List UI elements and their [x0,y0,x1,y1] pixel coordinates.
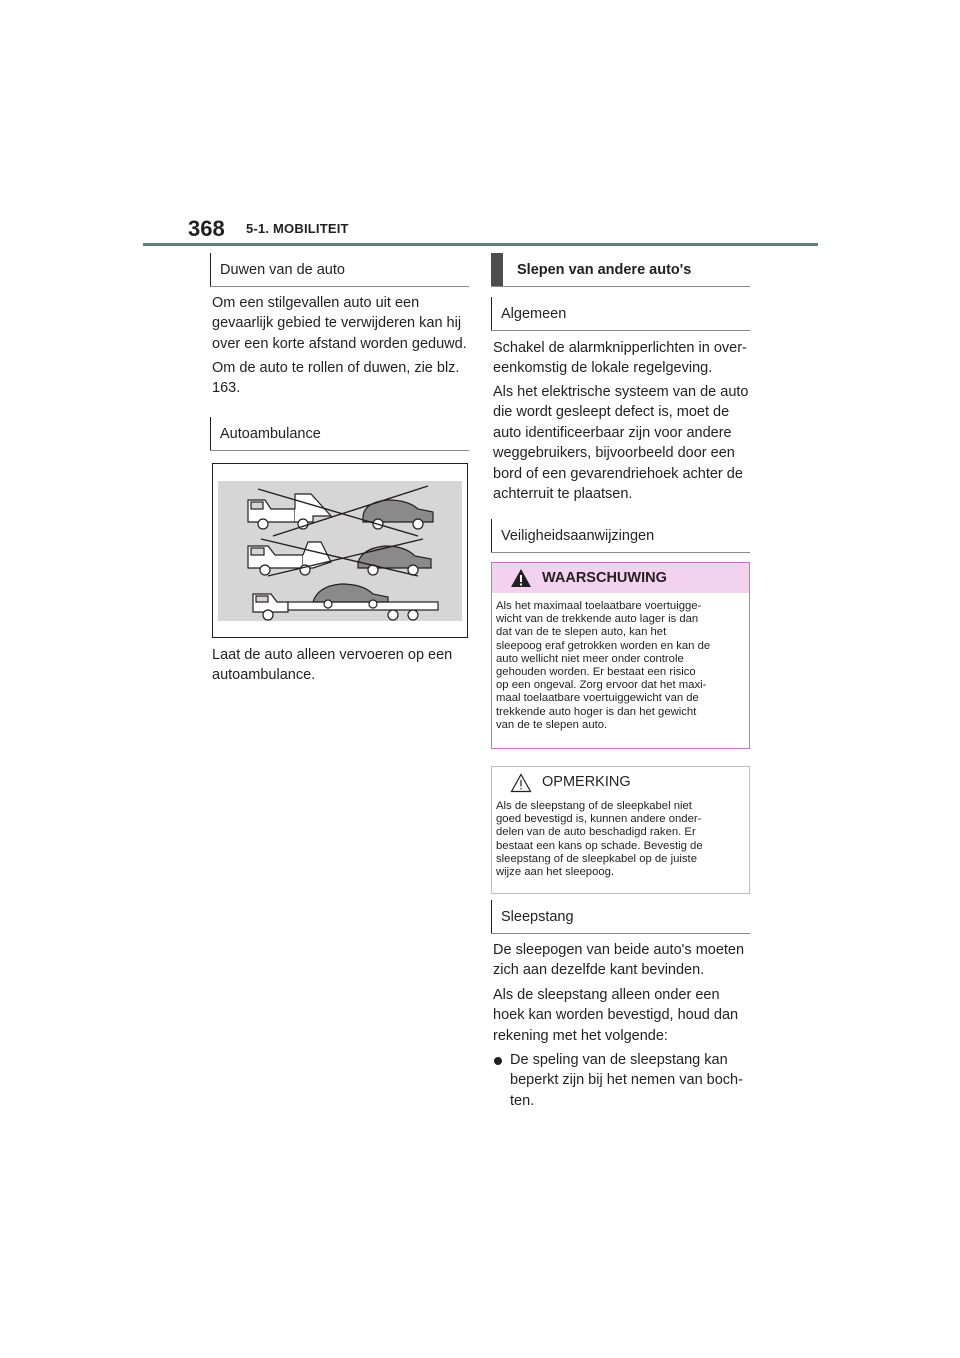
note-text [496,800,748,879]
text-line: Om een stilgevallen auto uit een [212,295,420,311]
text-line: rekening met het volgende: [493,1027,668,1044]
chapter-title: 5-1. MOBILITEIT [246,221,349,236]
text-line: auto wellicht niet meer onder controle [496,652,684,665]
note-title: OPMERKING [542,774,631,790]
general-paragraph-1 [493,338,755,379]
section-heading-ambulance [210,417,469,451]
text-line: eenkomstig de lokale regelgeving. [493,360,713,377]
section-heading-push [210,253,469,287]
text-line: sleepstang of de sleepkabel op de juiste [496,852,697,865]
text-line: auto identificeerbaar zijn voor andere [493,424,732,441]
text-line: die wordt gesleept defect is, moet de [493,404,730,421]
section-heading-towing-label: Slepen van andere auto's [517,261,692,278]
text-line: 163. [212,380,241,397]
text-line: bord of een gevarendriehoek achter de [493,465,743,482]
text-line: sleepoog eraf getrokken worden en kan de [496,639,711,652]
text-line: achterruit te plaatsen. [493,486,633,503]
push-paragraph-2 [212,358,472,399]
section-heading-general-label: Algemeen [501,305,567,322]
text-line: op een ongeval. Zorg ervoor dat het maxi- [496,679,707,692]
note-box [491,766,750,894]
tow-truck-figure [212,463,468,638]
text-line: De sleepogen van beide auto's moeten [493,942,745,958]
ambulance-paragraph [212,645,472,686]
text-line: over een korte afstand worden geduwd. [212,335,467,352]
tow-truck-illustration [213,464,467,637]
text-line: gehouden worden. Er bestaat een risico [496,666,696,679]
text-line: Als de sleepstang alleen onder een [493,987,720,1003]
section-heading-push-label: Duwen van de auto [220,261,345,278]
section-heading-towbar-label: Sleepstang [501,908,574,925]
warning-box [491,562,750,749]
warning-triangle-icon [510,568,532,588]
text-line: bestaat een kans op schade. Bevestig de [496,839,703,852]
warning-title: WAARSCHUWING [542,570,667,586]
section-heading-towing [491,253,750,287]
section-heading-safety [491,519,750,553]
text-line: van de te slepen auto. [496,718,608,731]
text-line: maal toelaatbare voertuiggewicht van de [496,692,699,705]
text-line: dat van de te slepen auto, kan het [496,626,667,639]
page-number: 368 [188,216,225,241]
bullet-dot [494,1057,502,1065]
text-line: wijze aan het sleepoog. [496,866,615,879]
text-line: autoambulance. [212,667,316,684]
text-line: trekkende auto hoger is dan het gewicht [496,705,697,718]
section-heading-safety-label: Veiligheidsaanwijzingen [501,527,655,544]
text-line: De speling van de sleepstang kan [510,1052,728,1068]
section-heading-towbar [491,900,750,934]
section-heading-ambulance-label: Autoambulance [220,425,321,442]
header-rule [143,243,818,246]
caution-outline-icon [510,773,532,793]
towbar-paragraph-2 [493,985,755,1046]
text-line: Als het elektrische systeem van de auto [493,384,749,400]
text-line: Als het maximaal toelaatbare voertuigge- [496,600,702,612]
general-paragraph-2 [493,382,755,504]
text-line: beperkt zijn bij het nemen van boch- [510,1072,743,1089]
warning-text [496,600,748,732]
text-line: Laat de auto alleen vervoeren op een [212,647,453,663]
text-line: zich aan dezelfde kant bevinden. [493,962,705,979]
text-line: goed bevestigd is, kunnen andere onder- [496,813,702,826]
towbar-bullet [510,1050,755,1111]
text-line: hoek kan worden bevestigd, houd dan [493,1007,739,1024]
text-line: gevaarlijk gebied te verwijderen kan hij [212,315,462,332]
push-paragraph-1 [212,293,472,354]
text-line: Om de auto te rollen of duwen, zie blz. [212,360,460,376]
towbar-paragraph-1 [493,940,755,981]
text-line: ten. [510,1092,535,1109]
section-heading-general [491,297,750,331]
text-line: Als de sleepstang of de sleepkabel niet [496,800,692,812]
text-line: weggebruikers, bijvoorbeeld door een [493,445,735,462]
text-line: Schakel de alarmknipperlichten in over- [493,340,747,356]
text-line: wicht van de trekkende auto lager is dan [496,613,699,626]
text-line: delen van de auto beschadigd raken. Er [496,826,696,839]
